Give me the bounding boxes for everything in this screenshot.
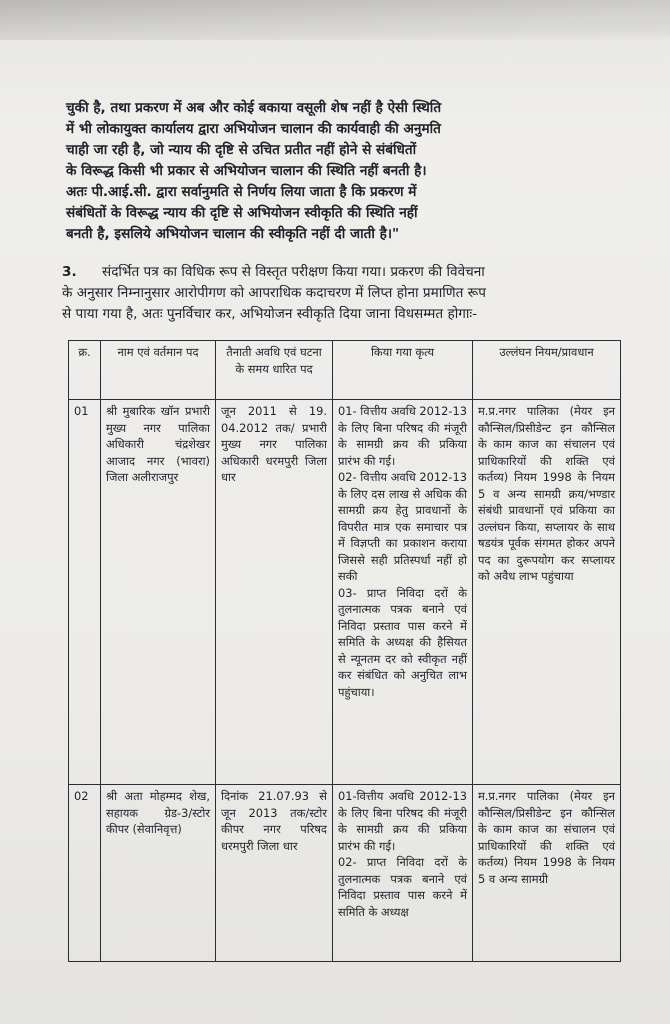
header-acts: किया गया कृत्य [333,341,473,400]
cell-name: श्री अता मोहम्मद शेख, सहायक ग्रेड-3/स्टोर कीपर (सेवानिवृत्त) [101,785,216,962]
cell-violation: म.प्र.नगर पालिका (मेयर इन कौन्सिल/प्रिसीडेन्ट इन कौन्सिल के काम काज का संचालन एवं प्राधिकारियों की शक्ति एवं कर्तव्य) नियम 1998 के नियम 5 व अन्य सामग्री [473,785,621,962]
cell-name: श्री मुबारिक खॉन प्रभारी मुख्य नगर पालिका अधिकारी चंद्रशेखर आजाद नगर (भावरा) जिला अलीराजपुर [101,400,216,785]
table-row [69,785,621,962]
cell-sn: 02 [69,785,101,962]
cell-sn: 01 [69,400,101,785]
page-fold-shadow [0,0,670,40]
accused-table [68,340,621,962]
cell-acts [333,785,473,962]
header-name: नाम एवं वर्तमान पद [101,341,216,400]
cell-violation: म.प्र.नगर पालिका (मेयर इन कौन्सिल/प्रिसीडेन्ट इन कौन्सिल के काम काज का संचालन एवं प्राधिकारियों की शक्ति एवं कर्तव्य) नियम 1998 के नियम 5 व अन्य सामग्री क्रय/भण्डार संबंधी प्रावधानों एवं प्रकिया का उल्लंघन किया, सप्लायर के साथ षडयंत्र पूर्वक संगमत होकर अपने पद का दुरूपयोग कर सप्लायर को अवैध लाभ पहुंचाया [473,400,621,785]
quote-line: चाही जा रही है, जो न्याय की दृष्टि से उचित प्रतीत नहीं होने से संबंधितों [66,142,417,158]
section-3-paragraph [62,262,632,325]
header-violation: उल्लंघन नियम/प्रावधान [473,341,621,400]
quote-line: अतः पी.आई.सी. द्वारा सर्वानुमति से निर्णय लिया जाता है कि प्रकरण में [66,184,417,200]
act-item: 01-वित्तीय अवधि 2012-13 के लिए बिना परिषद की मंजूरी के सामग्री क्रय की प्रकिया प्रारंभ की गई। [338,789,467,853]
act-item: 01- वित्तीय अवधि 2012-13 के लिए बिना परिषद की मंजूरी के सामग्री क्रय की प्रकिया प्रारंभ की गई। [338,404,467,468]
section-3-line: से पाया गया है, अतः पुनर्विचार कर, अभियोजन स्वीकृति दिया जाना विधसम्मत होगाः- [62,306,478,322]
header-sn: क्र. [69,341,101,400]
table-row [69,400,621,785]
quoted-paragraph [66,98,626,245]
cell-acts [333,400,473,785]
table-header-row [69,341,621,400]
act-item: 02- वित्तीय अवधि 2012-13 के लिए दस लाख से अधिक की सामग्री क्रय हेतु प्रावधानों के विपरीत मात्र एक समाचार पत्र में विज्ञप्ती का प्रकाशन कराया जिससे सही प्रतिस्पर्धा नहीं हो सकी [338,470,467,583]
section-3-text: संदर्भित पत्र का विधिक रूप से विस्तृत परीक्षण किया गया। प्रकरण की विवेचना [102,264,485,280]
section-3-line [62,262,632,283]
quote-line: संबंधितों के विरूद्ध न्याय की दृष्टि से अभियोजन स्वीकृति की स्थिति नहीं [66,205,418,221]
cell-posting: दिनांक 21.07.93 से जून 2013 तक/स्टोर कीपर नगर परिषद धरमपुरी जिला धार [216,785,333,962]
quote-line: चुकी है, तथा प्रकरण में अब और कोई बकाया वसूली शेष नहीं है ऐसी स्थिति [66,100,442,116]
act-item: 03- प्राप्त निविदा दरों के तुलनात्मक पत्रक बनाने एवं निविदा प्रस्ताव पास करने में समिति के अध्यक्ष की हैसियत से न्यूनतम दर को स्वीकृत नहीं कर संबंधित को अनुचित लाभ पहुंचाया। [338,585,467,699]
section-number: 3. [62,264,77,280]
act-item: 02- प्राप्त निविदा दरों के तुलनात्मक पत्रक बनाने एवं निविदा प्रस्ताव पास करने में समिति के अध्यक्ष [338,855,467,919]
header-posting: तैनाती अवधि एवं घटना के समय धारित पद [216,341,333,400]
quote-line: के विरूद्ध किसी भी प्रकार से अभियोजन चालान की स्थिति नहीं बनती है। [66,163,427,179]
cell-posting: जून 2011 से 19. 04.2012 तक/ प्रभारी मुख्य नगर पालिका अधिकारी धरमपुरी जिला धार [216,400,333,785]
quote-line: में भी लोकायुक्त कार्यालय द्वारा अभियोजन चालान की कार्यवाही की अनुमति [66,121,441,137]
quote-line: बनती है, इसलिये अभियोजन चालान की स्वीकृति नहीं दी जाती है।" [66,226,400,242]
section-3-line: के अनुसार निम्नानुसार आरोपीगण को आपराधिक कदाचरण में लिप्त होना प्रमाणित रूप [62,285,486,301]
